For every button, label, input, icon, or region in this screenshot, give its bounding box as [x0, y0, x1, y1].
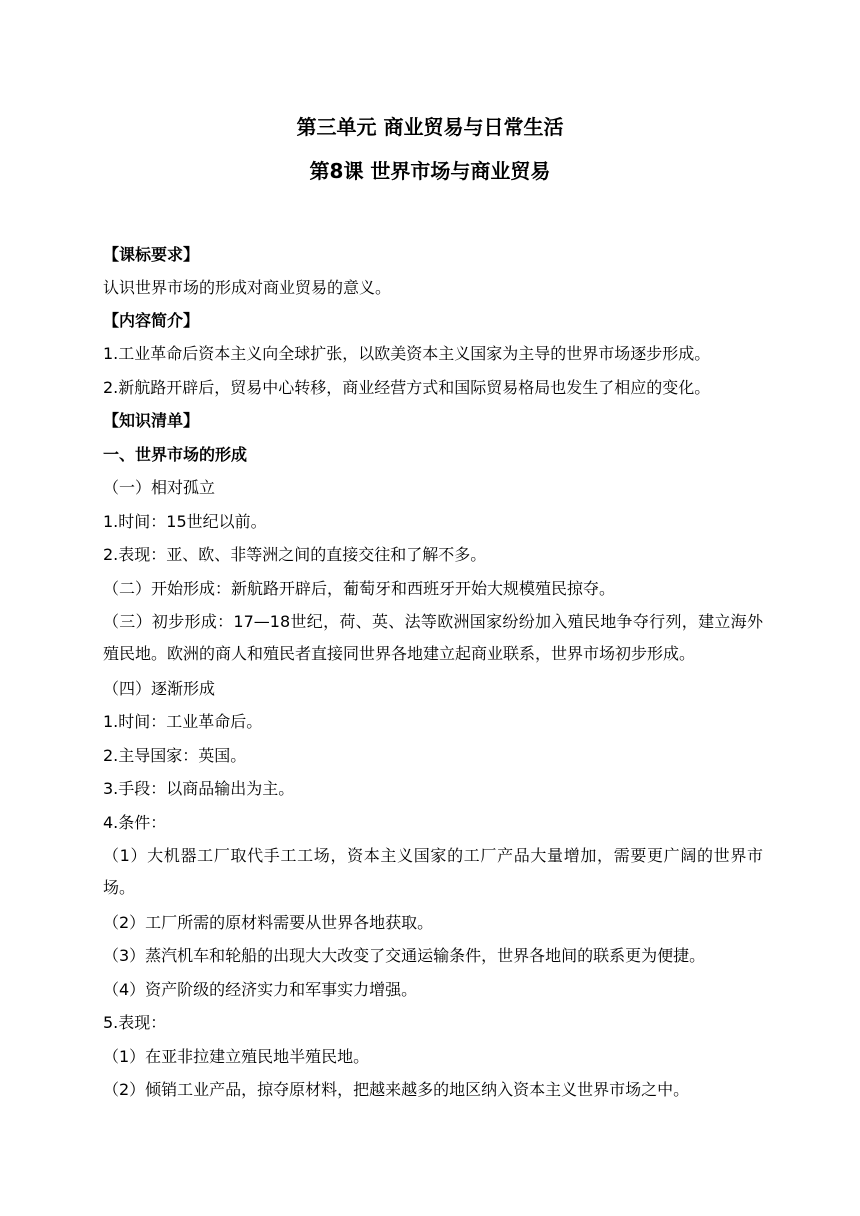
heading-knowledge-list: 【知识清单】 — [103, 411, 200, 430]
lesson-title: 第8课 世界市场与商业贸易 — [309, 159, 551, 183]
text-line: （1）在亚非拉建立殖民地半殖民地。 — [103, 1047, 370, 1066]
heading-curriculum-requirements: 【课标要求】 — [103, 245, 200, 264]
text-line: （一）相对孤立 — [103, 478, 216, 497]
text-line: 2.主导国家：英国。 — [103, 746, 247, 765]
text-line: （四）逐渐形成 — [103, 679, 216, 698]
text-line: 4.条件： — [103, 813, 167, 832]
text-line: 认识世界市场的形成对商业贸易的意义。 — [103, 278, 392, 297]
text-paragraph: （1）大机器工厂取代手工工场，资本主义国家的工厂产品大量增加，需要更广阔的世界市场。 — [103, 846, 763, 897]
heading-content-summary: 【内容简介】 — [103, 311, 200, 330]
text-line: 2.新航路开辟后，贸易中心转移，商业经营方式和国际贸易格局也发生了相应的变化。 — [103, 378, 711, 397]
unit-title: 第三单元 商业贸易与日常生活 — [296, 115, 564, 139]
text-line: （3）蒸汽机车和轮船的出现大大改变了交通运输条件，世界各地间的联系更为便捷。 — [103, 946, 706, 965]
text-line: 2.表现：亚、欧、非等洲之间的直接交往和了解不多。 — [103, 545, 487, 564]
text-line: 5.表现： — [103, 1013, 167, 1032]
text-line: （2）倾销工业产品，掠夺原材料，把越来越多的地区纳入资本主义世界市场之中。 — [103, 1080, 690, 1099]
text-line: （2）工厂所需的原材料需要从世界各地获取。 — [103, 913, 434, 932]
text-line: 1.工业革命后资本主义向全球扩张，以欧美资本主义国家为主导的世界市场逐步形成。 — [103, 344, 711, 363]
text-paragraph: （三）初步形成：17—18世纪，荷、英、法等欧洲国家纷纷加入殖民地争夺行列，建立海外殖民地。欧洲的商人和殖民者直接同世界各地建立起商业联系，世界市场初步形成。 — [103, 612, 763, 663]
text-line: 1.时间：工业革命后。 — [103, 712, 263, 731]
text-line: （二）开始形成：新航路开辟后，葡萄牙和西班牙开始大规模殖民掠夺。 — [103, 579, 616, 598]
text-line: （4）资产阶级的经济实力和军事实力增强。 — [103, 980, 418, 999]
text-line: 3.手段：以商品输出为主。 — [103, 779, 295, 798]
text-line: 1.时间：15世纪以前。 — [103, 512, 267, 531]
section-heading: 一、世界市场的形成 — [103, 445, 248, 464]
